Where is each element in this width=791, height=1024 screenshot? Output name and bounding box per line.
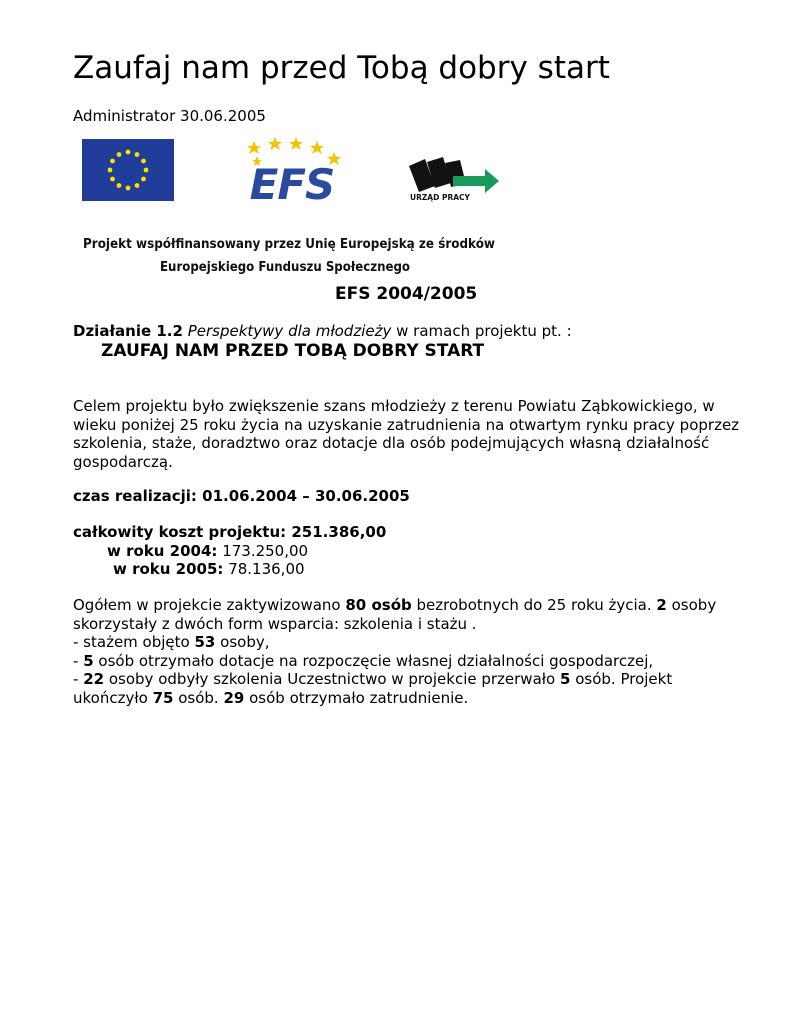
results-text: bezrobotnych do 25 roku życia. xyxy=(416,596,652,614)
results-number: 22 xyxy=(83,670,105,688)
cost-block xyxy=(73,523,745,579)
results-text: osób. xyxy=(178,688,219,707)
results-number: 53 xyxy=(194,633,216,651)
total-cost xyxy=(73,523,745,542)
results-text: - xyxy=(73,651,79,670)
svg-text:EFS: EFS xyxy=(249,160,335,209)
action-line xyxy=(73,322,572,340)
page-title: Zaufaj nam przed Tobą dobry start xyxy=(73,50,610,86)
results-number: 5 xyxy=(83,651,94,670)
cost-2004 xyxy=(73,542,745,561)
time-value: 01.06.2004 – 30.06.2005 xyxy=(202,487,410,505)
action-name: Perspektywy dla młodzieży xyxy=(187,322,392,340)
results-text: osób otrzymało zatrudnienie. xyxy=(249,688,469,707)
results-text: osób. Projekt ukończyło xyxy=(73,670,673,707)
results-text: osoby skorzystały z dwóch form wsparcia: szkolenia i stażu . xyxy=(73,596,717,633)
eu-flag-logo xyxy=(82,139,174,201)
results-text: - stażem objęto xyxy=(73,633,190,651)
logo-banner xyxy=(73,130,513,280)
results-number: 29 xyxy=(223,688,245,707)
cost-2005-label: w roku 2005: xyxy=(113,560,224,578)
cost-value: 251.386,00 xyxy=(291,523,387,541)
efs-year-heading: EFS 2004/2005 xyxy=(335,284,478,304)
results-text: osoby odbyły szkolenia Uczestnictwo w projekcie przerwało xyxy=(108,670,556,688)
cost-2004-label: w roku 2004: xyxy=(107,541,218,560)
results-number: 75 xyxy=(152,688,174,707)
results-text: osób otrzymało dotacje na rozpoczęcie własnej działalności gospodarczej, xyxy=(98,651,654,670)
cost-2005 xyxy=(73,560,745,579)
results-paragraph xyxy=(73,596,745,707)
goal-paragraph: Celem projektu było zwiększenie szans młodzieży z terenu Powiatu Ząbkowickiego, w wieku poniżej 25 roku życia na uzyskanie zatrudnienia na otwartym rynku pracy poprzez szkolenia, staże, doradztwo oraz dotacje dla osób podejmujących własną działalność gospodarczą. xyxy=(73,397,740,471)
cost-label: całkowity koszt projektu: xyxy=(73,523,287,541)
results-number: 80 osób xyxy=(345,596,412,614)
results-text: Ogółem w projekcie zaktywizowano xyxy=(73,596,341,614)
results-number: 5 xyxy=(560,670,571,688)
cofinancing-caption-line2: Europejskiego Funduszu Społecznego xyxy=(160,259,410,275)
author-date-line: Administrator 30.06.2005 xyxy=(73,107,266,125)
results-text: - xyxy=(73,670,79,688)
results-text: osoby, xyxy=(220,633,270,651)
realization-time xyxy=(73,487,745,506)
action-label: Działanie 1.2 xyxy=(73,322,183,340)
results-number: 2 xyxy=(656,596,667,614)
time-label: czas realizacji: xyxy=(73,487,197,505)
efs-logo xyxy=(247,137,341,209)
project-name-heading: ZAUFAJ NAM PRZED TOBĄ DOBRY START xyxy=(101,341,485,361)
cost-2005-value: 78.136,00 xyxy=(228,560,305,578)
action-suffix: w ramach projektu pt. : xyxy=(396,322,572,340)
urzad-pracy-logo xyxy=(409,157,499,202)
cofinancing-caption-line1: Projekt współfinansowany przez Unię Europejską ze środków xyxy=(83,236,495,252)
cost-2004-value: 173.250,00 xyxy=(222,541,309,560)
svg-text:URZĄD PRACY: URZĄD PRACY xyxy=(410,193,470,202)
